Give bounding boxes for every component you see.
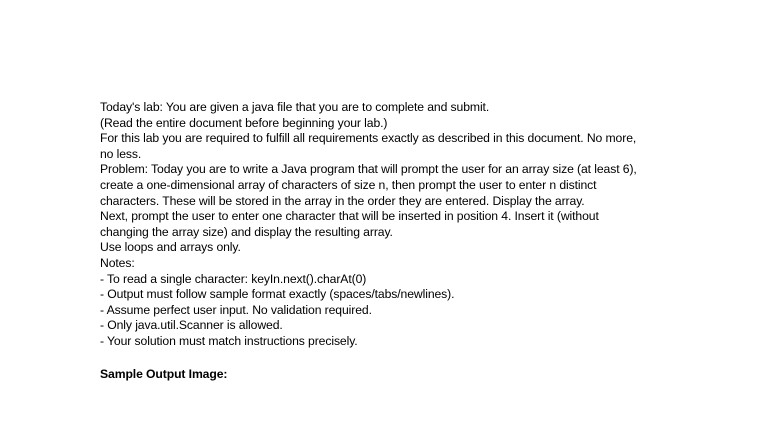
- note-item: - Your solution must match instructions precisely.: [100, 333, 358, 348]
- requirements-line-continued: no less.: [100, 146, 142, 161]
- intro-note: (Read the entire document before beginning your lab.): [100, 115, 388, 130]
- problem-constraint-line: Use loops and arrays only.: [100, 240, 241, 255]
- lab-document: [100, 100, 690, 383]
- requirements-line: For this lab you are required to fulfill all requirements exactly as described in this document. No more,: [100, 131, 637, 146]
- notes-title: Notes:: [100, 255, 135, 270]
- note-item: - To read a single character: keyIn.next().charAt(0): [100, 271, 367, 286]
- problem-line: Problem: Today you are to write a Java program that will prompt the user for an array size (at least 6),: [100, 162, 637, 177]
- problem-line: changing the array size) and display the resulting array.: [100, 224, 393, 239]
- section-spacer: [100, 350, 690, 366]
- note-item: - Only java.util.Scanner is allowed.: [100, 318, 283, 333]
- note-item: - Assume perfect user input. No validation required.: [100, 302, 372, 317]
- problem-line: create a one-dimensional array of characters of size n, then prompt the user to enter n distinct: [100, 177, 597, 192]
- problem-line: Next, prompt the user to enter one character that will be inserted in position 4. Insert it (without: [100, 209, 599, 224]
- intro-line: Today's lab: You are given a java file that you are to complete and submit.: [100, 100, 490, 114]
- note-item: - Output must follow sample format exactly (spaces/tabs/newlines).: [100, 287, 455, 302]
- problem-line: characters. These will be stored in the array in the order they are entered. Display the array.: [100, 193, 585, 208]
- sample-output-heading: Sample Output Image:: [100, 367, 228, 382]
